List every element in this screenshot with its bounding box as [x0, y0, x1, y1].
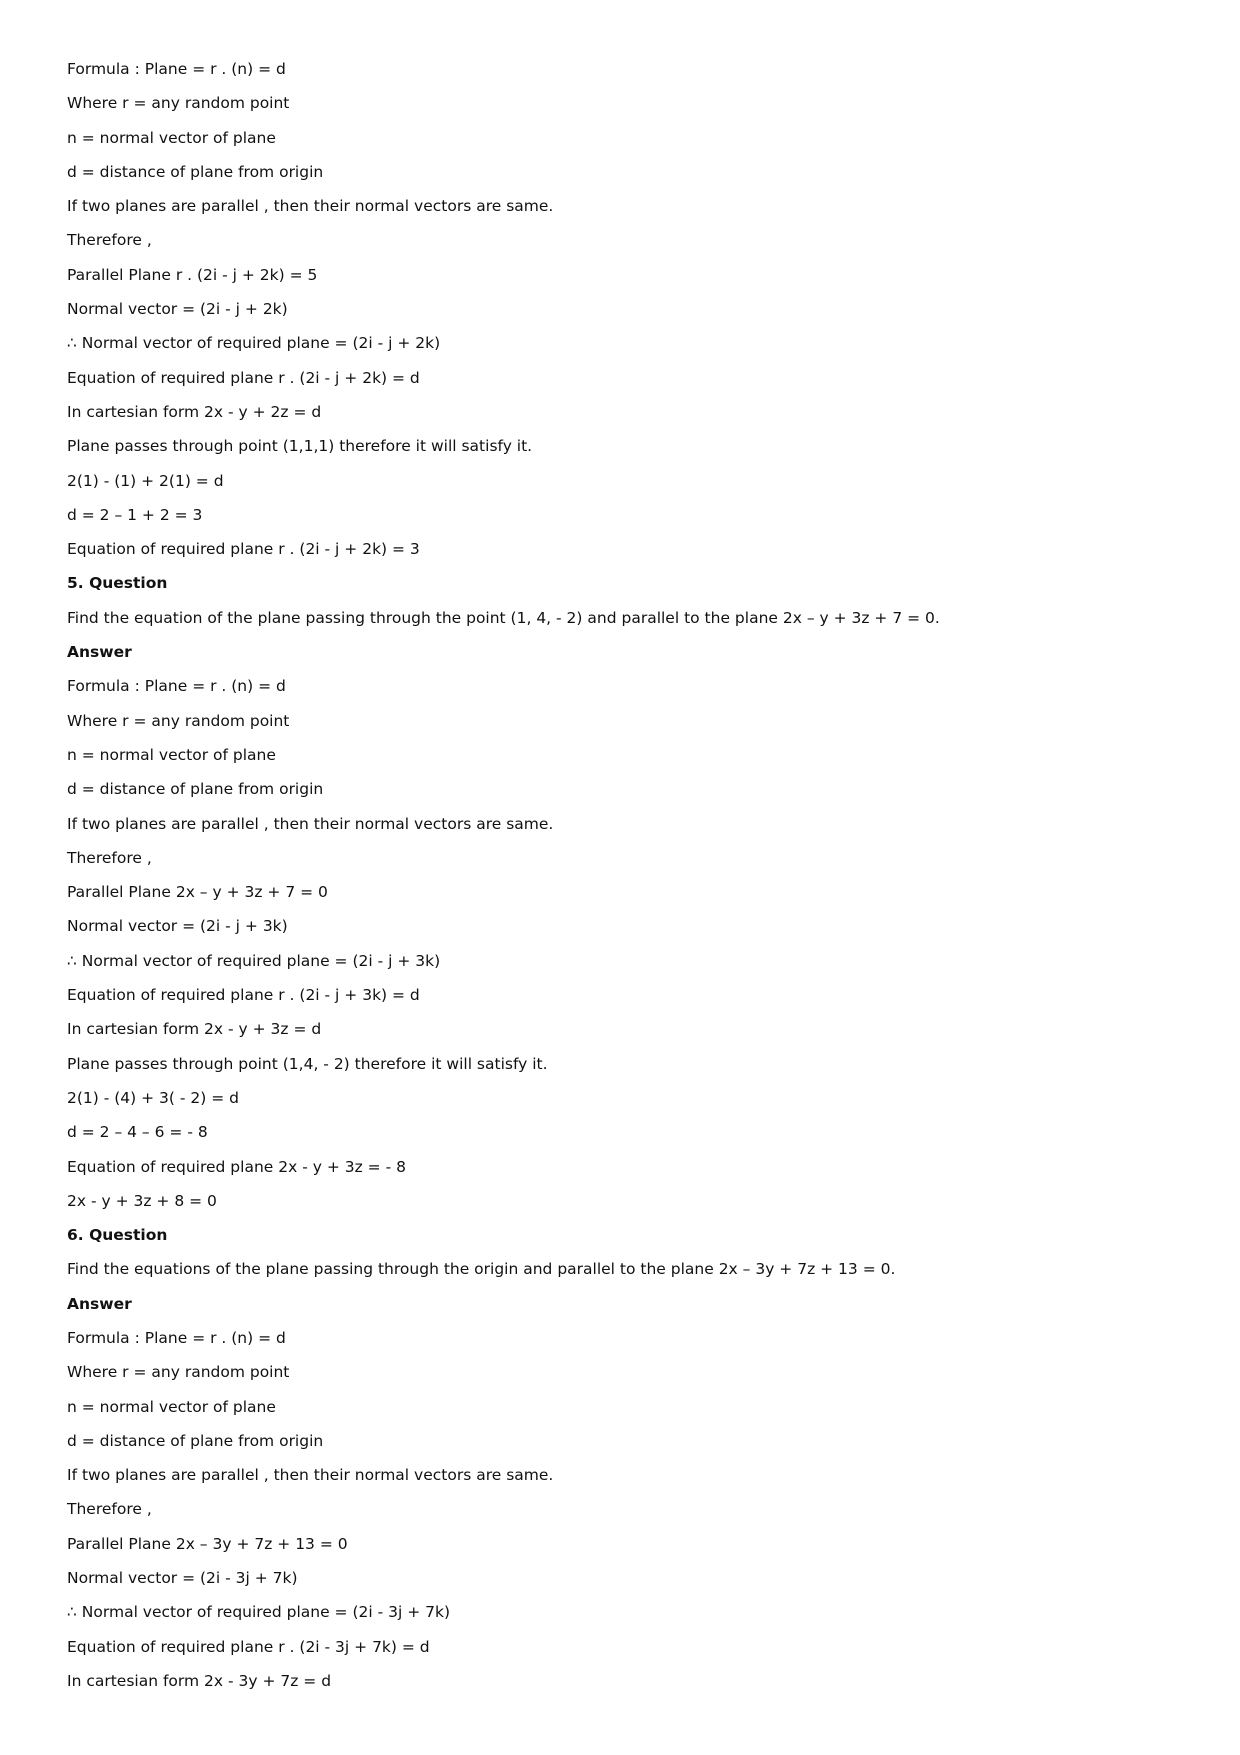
text-line: Equation of required plane r . (2i - j + 2k) = d — [67, 368, 420, 387]
text-line: d = distance of plane from origin — [67, 780, 324, 799]
text-line: Formula : Plane = r . (n) = d — [67, 677, 286, 696]
text-line: Parallel Plane 2x – 3y + 7z + 13 = 0 — [67, 1534, 348, 1553]
text-line: ∴ Normal vector of required plane = (2i - j + 2k) — [67, 334, 441, 353]
text-line: Find the equation of the plane passing through the point (1, 4, - 2) and parallel to the plane 2x – y + 3z + 7 = 0. — [67, 608, 940, 627]
text-line: If two planes are parallel , then their normal vectors are same. — [67, 814, 554, 833]
text-line: n = normal vector of plane — [67, 1397, 276, 1416]
text-line: d = distance of plane from origin — [67, 1431, 324, 1450]
section-heading: 6. Question — [67, 1226, 168, 1245]
text-line: Normal vector = (2i - j + 3k) — [67, 917, 288, 936]
text-line: Formula : Plane = r . (n) = d — [67, 1328, 286, 1347]
text-line: Equation of required plane 2x - y + 3z = - 8 — [67, 1157, 406, 1176]
text-line: Formula : Plane = r . (n) = d — [67, 60, 286, 78]
text-line: Therefore , — [67, 231, 152, 250]
text-line: d = 2 – 1 + 2 = 3 — [67, 505, 203, 524]
text-line: If two planes are parallel , then their normal vectors are same. — [67, 197, 554, 216]
text-line: Where r = any random point — [67, 711, 290, 730]
section-heading: 5. Question — [67, 574, 168, 593]
text-line: In cartesian form 2x - y + 3z = d — [67, 1020, 322, 1039]
text-line: ∴ Normal vector of required plane = (2i - 3j + 7k) — [67, 1603, 451, 1622]
text-line: Parallel Plane r . (2i - j + 2k) = 5 — [67, 265, 318, 284]
text-line: 2(1) - (4) + 3( - 2) = d — [67, 1088, 240, 1107]
text-line: Normal vector = (2i - j + 2k) — [67, 300, 288, 319]
text-line: ∴ Normal vector of required plane = (2i - j + 3k) — [67, 951, 441, 970]
text-line: Plane passes through point (1,1,1) therefore it will satisfy it. — [67, 437, 533, 456]
text-line: Therefore , — [67, 1500, 152, 1519]
text-line: Equation of required plane r . (2i - j + 2k) = 3 — [67, 540, 420, 559]
text-line: Find the equations of the plane passing through the origin and parallel to the plane 2x – 3y + 7z + 13 = 0. — [67, 1260, 896, 1279]
text-line: Equation of required plane r . (2i - j + 3k) = d — [67, 986, 420, 1005]
section-heading: Answer — [67, 1294, 132, 1313]
text-line: d = 2 – 4 – 6 = - 8 — [67, 1123, 208, 1142]
document-body — [67, 52, 1167, 1698]
text-line: Plane passes through point (1,4, - 2) therefore it will satisfy it. — [67, 1054, 548, 1073]
text-line: Therefore , — [67, 848, 152, 867]
text-line: n = normal vector of plane — [67, 128, 276, 147]
text-line: 2x - y + 3z + 8 = 0 — [67, 1191, 217, 1210]
text-line: Equation of required plane r . (2i - 3j + 7k) = d — [67, 1637, 430, 1656]
text-line: In cartesian form 2x - y + 2z = d — [67, 402, 322, 421]
text-line: Where r = any random point — [67, 94, 290, 113]
text-line: Parallel Plane 2x – y + 3z + 7 = 0 — [67, 883, 328, 902]
text-line: 2(1) - (1) + 2(1) = d — [67, 471, 224, 490]
text-line: n = normal vector of plane — [67, 745, 276, 764]
text-line: If two planes are parallel , then their normal vectors are same. — [67, 1466, 554, 1485]
text-line: In cartesian form 2x - 3y + 7z = d — [67, 1671, 332, 1690]
text-line: Where r = any random point — [67, 1363, 290, 1382]
text-line: d = distance of plane from origin — [67, 162, 324, 181]
section-heading: Answer — [67, 643, 132, 662]
text-line: Normal vector = (2i - 3j + 7k) — [67, 1569, 298, 1588]
